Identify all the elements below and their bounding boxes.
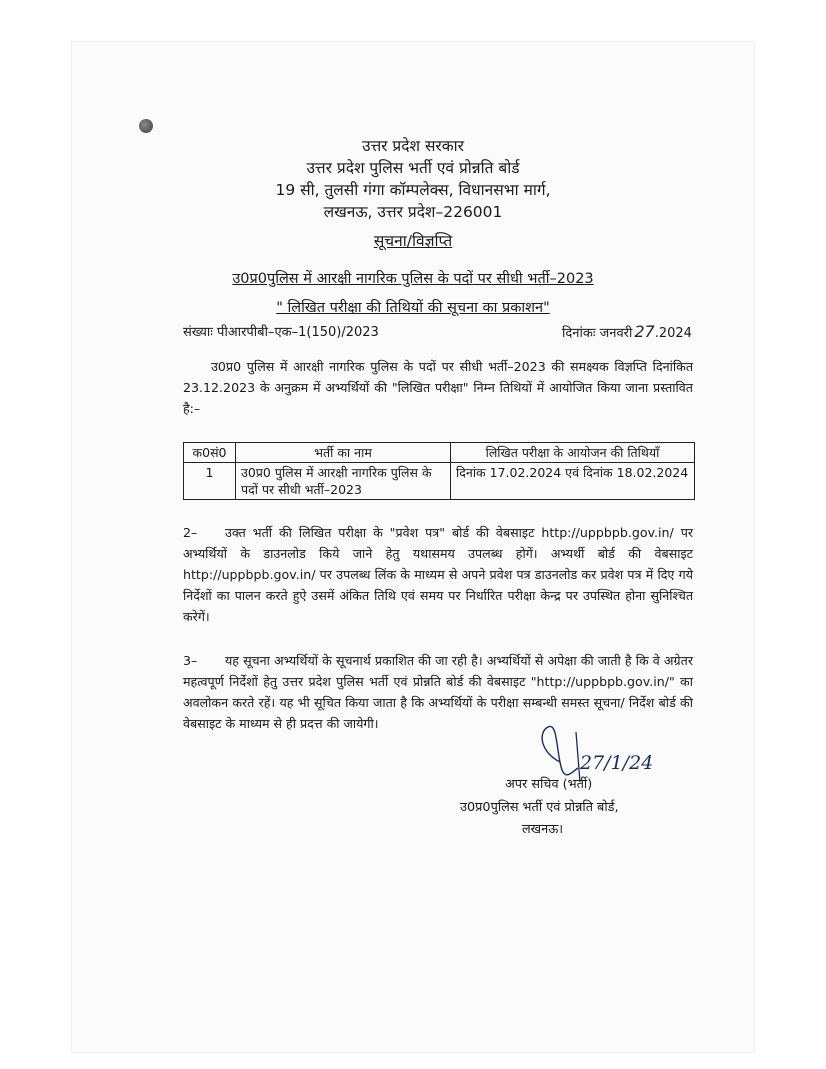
table-header-cell: लिखित परीक्षा के आयोजन की तिथियाँ: [451, 443, 695, 463]
date-year: .2024: [654, 326, 692, 341]
subject-line-2-text: " लिखित परीक्षा की तिथियों की सूचना का प्रकाशन": [276, 300, 550, 316]
header-govt: उत्तर प्रदेश सरकार: [361, 137, 465, 155]
table-header-row: [184, 443, 695, 463]
punch-hole: [139, 119, 153, 133]
reference-number: संख्याः पीआरपीबी–एक–1(150)/2023: [183, 325, 379, 340]
table-header-cell: क0सं0: [184, 443, 236, 463]
exam-schedule-table: [183, 442, 695, 500]
paragraph-1: उ0प्र0 पुलिस में आरक्षी नागरिक पुलिस के पदों पर सीधी भर्ती–2023 की समक्ष्यक विज्ञप्ति दिनांकित 23.12.2023 के अनुक्रम में अभ्यर्थियों की "लिखित परीक्षा" निम्न तिथियों में आयोजित किया जाना प्रस्तावित है:–: [183, 359, 693, 416]
header-city: लखनऊ, उत्तर प्रदेश–226001: [323, 203, 503, 221]
table-header-cell: भर्ती का नाम: [236, 443, 451, 463]
paragraph-2: [183, 522, 693, 627]
signatory-city: लखनऊ।: [522, 822, 564, 837]
table-cell: 1: [184, 463, 236, 500]
notice-label-text: सूचना/विज्ञप्ति: [373, 232, 453, 250]
issue-date: [562, 322, 692, 341]
header-board: उत्तर प्रदेश पुलिस भर्ती एवं प्रोन्नति बोर्ड: [306, 159, 520, 177]
paragraph-3-text: यह सूचना अभ्यर्थियों के सूचनार्थ प्रकाशित की जा रही है। अभ्यर्थियों से अपेक्षा की जाती है कि वे अग्रेतर महत्वपूर्ण निर्देशों हेतु उत्तर प्रदेश पुलिस भर्ती एवं प्रोन्नति बोर्ड की वेबसाइट "http://uppbpb.gov.in/" का अवलोकन करते रहें। यह भी सूचित किया जाता है कि अभ्यर्थियों के परीक्षा सम्बन्धी समस्त सूचना/ निर्देश बोर्ड की वेबसाइट के माध्यम से ही प्रदत्त की जायेगी।: [183, 653, 693, 731]
subject-line-1: [0, 268, 826, 288]
paragraph-2-number: 2–: [183, 525, 198, 540]
subject-line-1-text: उ0प्र0पुलिस में आरक्षी नागरिक पुलिस के पदों पर सीधी भर्ती–2023: [232, 271, 594, 287]
paragraph-2-text: उक्त भर्ती की लिखित परीक्षा के "प्रवेश पत्र" बोर्ड की वेबसाइट http://uppbpb.gov.in/ पर अभ्यर्थियों के डाउनलोड किये जाने हेतु यथासमय उपलब्ध होगें। अभ्यर्थी बोर्ड की वेबसाइट http://uppbpb.gov.in/ पर उपलब्ध लिंक के माध्यम से अपने प्रवेश पत्र डाउनलोड कर प्रवेश पत्र में दिए गये निर्देशों का पालन करते हुऐ उसमें अंकित तिथि एवं समय पर निर्धारित परीक्षा केन्द्र पर उपस्थित होना सुनिश्चित करेगें।: [183, 525, 693, 624]
handwritten-date: 27/1/24: [580, 752, 654, 774]
signatory-designation: अपर सचिव (भर्ती): [505, 777, 593, 792]
header-address: 19 सी, तुलसी गंगा कॉम्पलेक्स, विधानसभा मार्ग,: [275, 181, 551, 199]
date-day: 27: [634, 322, 655, 341]
table-row: [184, 463, 695, 500]
signatory-office: उ0प्र0पुलिस भर्ती एवं प्रोन्नति बोर्ड,: [460, 800, 619, 815]
table-cell: दिनांक 17.02.2024 एवं दिनांक 18.02.2024: [451, 463, 695, 500]
notice-label: [0, 230, 826, 252]
subject-line-2: [0, 297, 826, 317]
paragraph-3-number: 3–: [183, 653, 198, 668]
date-label: दिनांकः जनवरी: [562, 326, 633, 341]
table-cell: उ0प्र0 पुलिस में आरक्षी नागरिक पुलिस के पदों पर सीधी भर्ती–2023: [236, 463, 451, 500]
